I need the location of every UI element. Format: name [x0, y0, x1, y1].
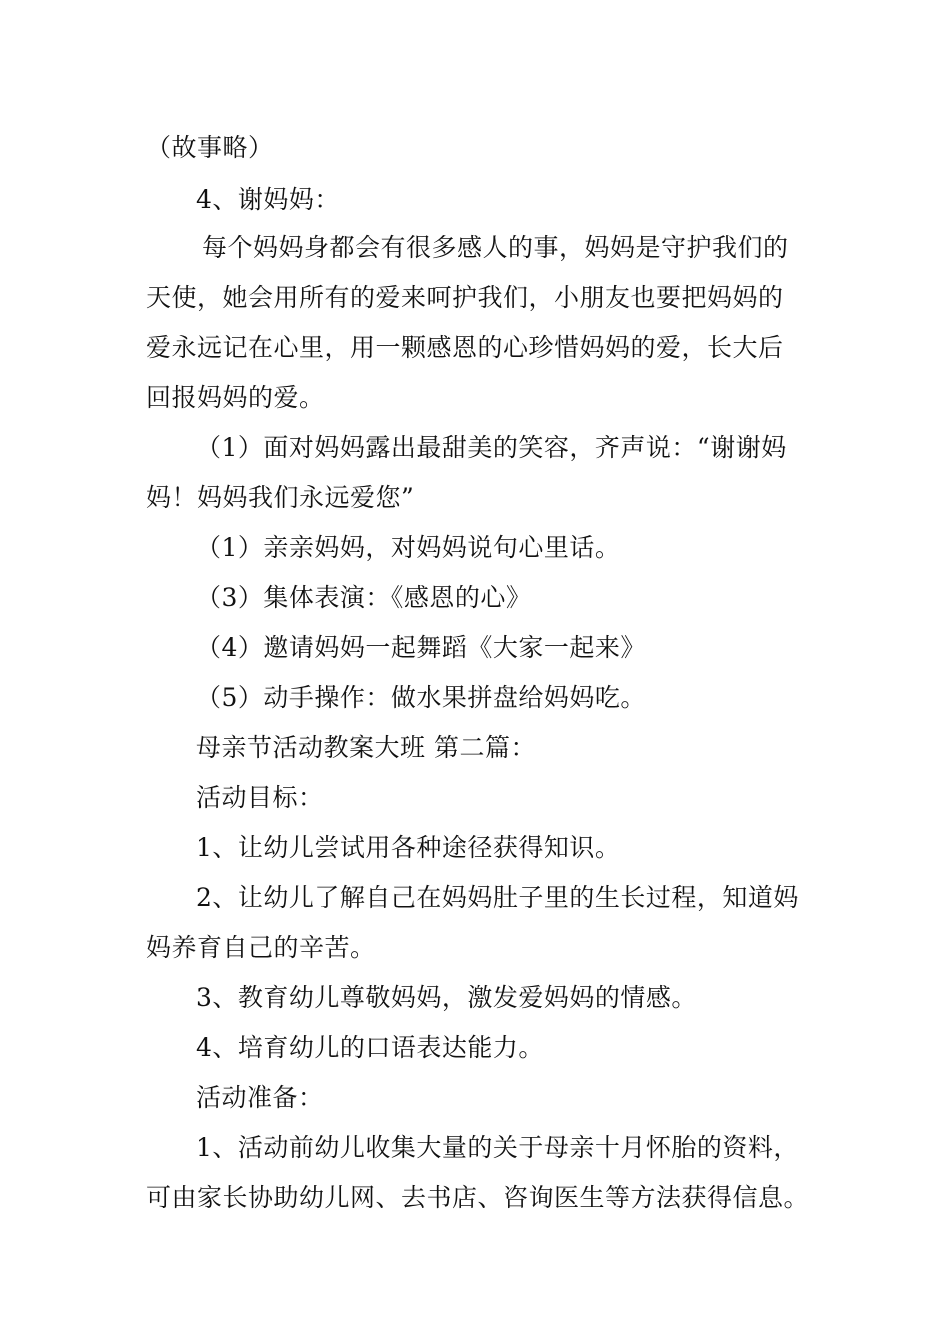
- paragraph-line: 天使，她会用所有的爱来呵护我们，小朋友也要把妈妈的: [146, 283, 784, 312]
- step-4-heading: 4、谢妈妈：: [196, 185, 340, 214]
- list-item-line: 1、活动前幼儿收集大量的关于母亲十月怀胎的资料，: [196, 1133, 799, 1162]
- list-item-line: 2、让幼儿了解自己在妈妈肚子里的生长过程，知道妈: [196, 883, 799, 912]
- list-item-line: （4）邀请妈妈一起舞蹈《大家一起来》: [196, 633, 646, 662]
- list-item-line: （5）动手操作：做水果拼盘给妈妈吃。: [196, 683, 646, 712]
- list-item-line: 可由家长协助幼儿网、去书店、咨询医生等方法获得信息。: [146, 1183, 810, 1212]
- story-omitted-note: （故事略）: [146, 133, 274, 162]
- paragraph-line: 爱永远记在心里，用一颗感恩的心珍惜妈妈的爱，长大后: [146, 333, 784, 362]
- list-item-line: 妈养育自己的辛苦。: [146, 933, 376, 962]
- list-item-line: （1）亲亲妈妈，对妈妈说句心里话。: [196, 533, 621, 562]
- section-heading: 活动目标：: [196, 783, 324, 812]
- list-item-line: （3）集体表演：《感恩的心》: [196, 583, 532, 612]
- paragraph-line: 每个妈妈身都会有很多感人的事，妈妈是守护我们的: [202, 233, 789, 262]
- paragraph-line: 回报妈妈的爱。: [146, 383, 325, 412]
- section-heading: 活动准备：: [196, 1083, 324, 1112]
- list-item-line: 妈！妈妈我们永远爱您”: [146, 483, 415, 512]
- list-item-line: 3、教育幼儿尊敬妈妈，激发爱妈妈的情感。: [196, 983, 697, 1012]
- list-item-line: 1、让幼儿尝试用各种途径获得知识。: [196, 833, 621, 862]
- section-title: 母亲节活动教案大班 第二篇：: [196, 733, 536, 762]
- list-item-line: （1）面对妈妈露出最甜美的笑容，齐声说：“谢谢妈: [196, 433, 787, 462]
- list-item-line: 4、培育幼儿的口语表达能力。: [196, 1033, 544, 1062]
